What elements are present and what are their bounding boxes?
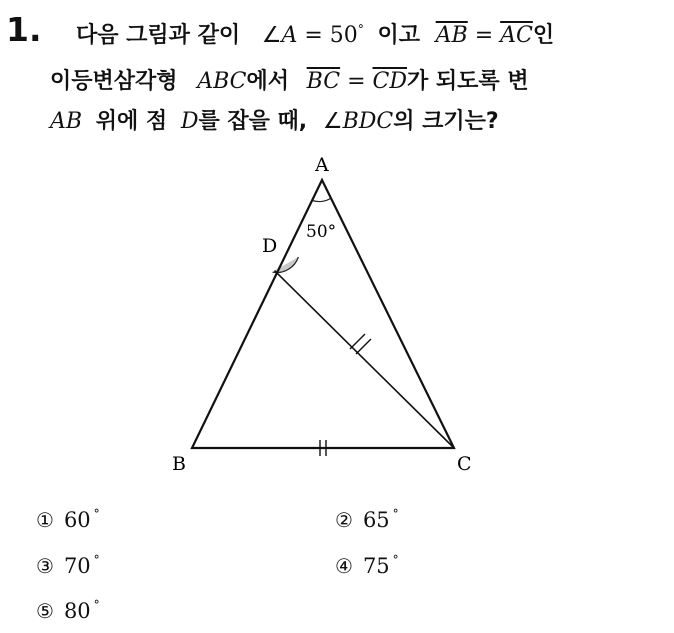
segment-cd-line (275, 271, 455, 448)
choice-1[interactable] (36, 507, 100, 532)
choice-mark: ④ (335, 554, 353, 578)
choice-mark: ① (36, 508, 54, 532)
segment-ac: $\overline{AC}$ (500, 23, 533, 48)
question-line-2 (50, 64, 529, 95)
math-text: = (340, 69, 373, 94)
degree-symbol: ° (357, 22, 364, 37)
question-line-1 (76, 18, 554, 49)
side-ab: AB (50, 109, 83, 134)
choice-value: 80 (63, 599, 91, 623)
question-text: 를 잡을 때, (198, 109, 308, 134)
question-text: 에서 (246, 69, 289, 94)
choice-value: 60 (63, 508, 91, 532)
question-number: 1. (6, 10, 42, 49)
math-var: A (281, 23, 298, 48)
degree-symbol: ° (392, 553, 399, 567)
choice-value: 75 (362, 554, 390, 578)
question-text: 가 되도록 변 (407, 69, 529, 94)
segment-ab: $\overline{AB}$ (435, 23, 468, 48)
question-text: 의 크기는? (393, 109, 499, 134)
choice-mark: ⑤ (36, 599, 54, 623)
question-text: 다음 그림과 같이 (76, 23, 241, 48)
question-text: 이등변삼각형 (50, 69, 178, 94)
degree-symbol: ° (392, 507, 399, 521)
angle-symbol: ∠ (261, 23, 282, 48)
choice-value: 65 (362, 508, 390, 532)
angle-bdc: BDC (342, 109, 394, 134)
label-b: B (172, 453, 186, 475)
triangle-name: ABC (197, 69, 247, 94)
angle-50-label: 50° (306, 222, 337, 242)
triangle-abc (192, 180, 454, 448)
degree-symbol: ° (93, 507, 100, 521)
math-text: = 50 (297, 23, 358, 48)
choice-2[interactable] (335, 507, 399, 532)
question-text: 인 (532, 23, 555, 48)
label-d: D (262, 235, 278, 257)
degree-symbol: ° (93, 598, 100, 612)
math-text: = (467, 23, 501, 48)
choice-4[interactable] (335, 553, 399, 578)
question-line-3 (50, 104, 499, 135)
label-a: A (315, 154, 329, 176)
choice-3[interactable] (36, 553, 100, 578)
label-c: C (457, 453, 472, 475)
triangle-figure (160, 148, 500, 488)
angle-a-arc (312, 198, 331, 202)
choice-mark: ③ (36, 554, 54, 578)
question-text: 이고 (377, 23, 420, 48)
segment-cd: $\overline{CD}$ (372, 69, 407, 94)
choice-5[interactable] (36, 598, 100, 623)
segment-bc: $\overline{BC}$ (306, 69, 341, 94)
point-d: D (180, 109, 199, 134)
angle-symbol: ∠ (322, 109, 343, 134)
question-text: 위에 점 (95, 109, 168, 134)
degree-symbol: ° (93, 553, 100, 567)
choice-value: 70 (63, 554, 91, 578)
choice-mark: ② (335, 508, 353, 532)
